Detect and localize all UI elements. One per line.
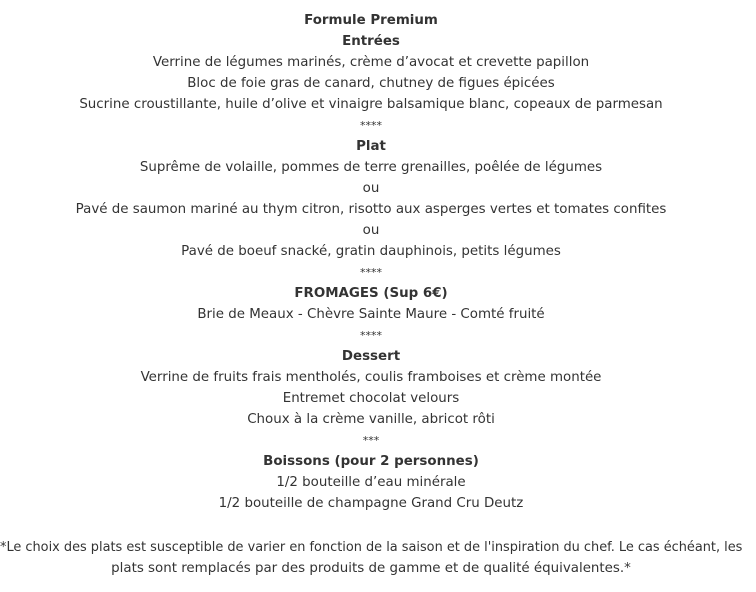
boisson-item: 1/2 bouteille d’eau minérale xyxy=(276,475,466,490)
dessert-item: Choux à la crème vanille, abricot rôti xyxy=(247,412,495,427)
entree-item: Verrine de légumes marinés, crème d’avocat et crevette papillon xyxy=(152,55,590,70)
footnote-line-1: *Le choix des plats est susceptible de varier en fonction de la saison et de l'inspiration du chef. Le cas échéant, les xyxy=(0,540,743,555)
boisson-item: 1/2 bouteille de champagne Grand Cru Deutz xyxy=(218,496,524,511)
plat-heading: Plat xyxy=(356,139,386,154)
plat-or: ou xyxy=(362,181,380,196)
plat-item: Suprême de volaille, pommes de terre grenailles, poêlée de légumes xyxy=(139,160,603,175)
footnote xyxy=(0,537,742,579)
plat-item: Pavé de saumon mariné au thym citron, risotto aux asperges vertes et tomates confites xyxy=(75,202,667,217)
menu xyxy=(0,10,742,514)
menu-title: Formule Premium xyxy=(304,13,438,28)
plat-item: Pavé de boeuf snacké, gratin dauphinois, petits légumes xyxy=(181,244,561,259)
separator: **** xyxy=(360,119,382,132)
dessert-item: Entremet chocolat velours xyxy=(282,391,460,406)
boissons-heading: Boissons (pour 2 personnes) xyxy=(263,454,479,469)
entree-item: Bloc de foie gras de canard, chutney de figues épicées xyxy=(187,76,555,91)
entrees-heading: Entrées xyxy=(342,34,400,49)
dessert-item: Verrine de fruits frais mentholés, coulis framboises et crème montée xyxy=(140,370,602,385)
separator: **** xyxy=(360,329,382,342)
footnote-line-2: plats sont remplacés par des produits de gamme et de qualité équivalentes.* xyxy=(111,561,631,576)
dessert-heading: Dessert xyxy=(341,349,401,364)
separator: **** xyxy=(360,266,382,279)
plat-or: ou xyxy=(362,223,380,238)
fromages-heading: FROMAGES (Sup 6€) xyxy=(294,286,448,301)
fromage-item: Brie de Meaux - Chèvre Sainte Maure - Comté fruité xyxy=(197,307,545,322)
entree-item: Sucrine croustillante, huile d’olive et vinaigre balsamique blanc, copeaux de parmesan xyxy=(79,97,663,112)
separator: *** xyxy=(362,434,380,447)
